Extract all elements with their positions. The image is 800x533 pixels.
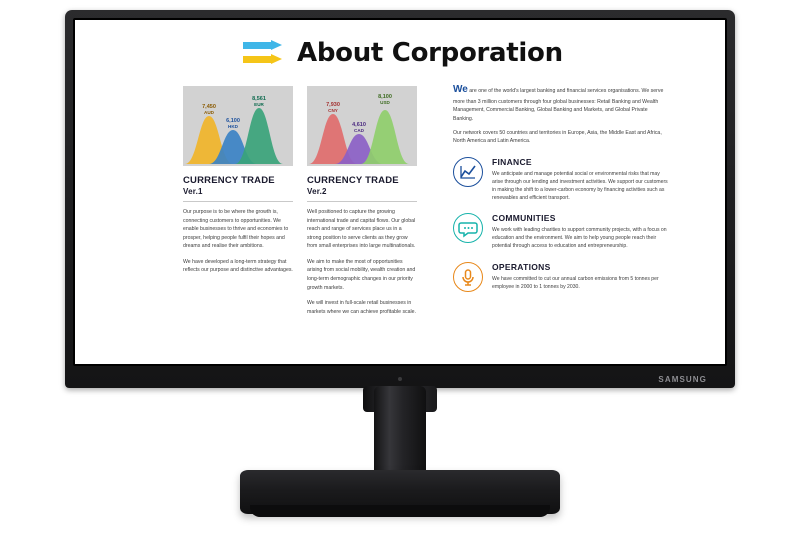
- feature-communities: [453, 213, 668, 250]
- chart-line-icon: [453, 157, 483, 187]
- feature-finance: [453, 157, 668, 203]
- right-column: [453, 82, 668, 292]
- intro-lead-word: We: [453, 84, 468, 95]
- currency-card-1: [183, 86, 293, 282]
- power-indicator-icon: [398, 377, 402, 381]
- slide-header: [243, 38, 563, 68]
- feature-operations: [453, 262, 668, 292]
- card-paragraph: Well positioned to capture the growing international trade and capital flows. Our global reach and range of services place us in a strong position to serve clients as they grow from small enterprises into large multinationals.: [307, 209, 416, 250]
- card-title-2: CURRENCY TRADE Ver.2: [307, 175, 399, 196]
- chart-label-2-2: 8,100 USD: [378, 94, 392, 106]
- currency-card-2: [307, 86, 417, 323]
- card-paragraph: Our purpose is to be where the growth is, connecting customers to opportunities. We enable businesses to thrive and economies to prosper, helping people fulfil their hopes and dreams and realise their ambitions.: [183, 209, 289, 250]
- feature-body: We anticipate and manage potential social or environmental risks that may arise through our lending and investment activities. We support our customers in making the shift to a lower-carbon economy by financing activities such as renewables and efficient transport.: [492, 170, 668, 201]
- chart-label-1-0: 7,450 AUD: [202, 104, 216, 116]
- card-title-1: CURRENCY TRADE Ver.1: [183, 175, 275, 196]
- arrow-bottom-icon: [243, 54, 285, 65]
- divider: [183, 201, 293, 202]
- feature-heading: OPERATIONS: [492, 261, 551, 272]
- stand-base-front: [250, 505, 550, 517]
- presentation-slide: [75, 20, 725, 364]
- monitor-brand-label: SAMSUNG: [658, 375, 707, 384]
- monitor: [65, 10, 735, 388]
- chart-label-1-2: 8,561 EUR: [252, 96, 266, 108]
- page-title: About Corporation: [297, 38, 563, 68]
- card-paragraph: We have developed a long-term strategy that reflects our purpose and distinctive advantages.: [183, 258, 293, 274]
- card-paragraph: We aim to make the most of opportunities arising from social mobility, wealth creation and long-term demographic changes in our priority growth markets.: [307, 258, 416, 291]
- chart-label-2-0: 7,930 CNY: [326, 102, 340, 114]
- feature-heading: COMMUNITIES: [492, 213, 556, 224]
- feature-body: We have committed to cut our annual carbon emissions from 5 tonnes per employee in 2000 to 1 tonnes by 2030.: [492, 275, 659, 290]
- intro-paragraph-1: We are one of the world's largest banking and financial services organisations. We serve more than 3 million customers through four global businesses: Retail Banking and Wealth Management, Commercial Banking, Global Banking and Markets, and Global Private Banking.: [453, 84, 664, 122]
- currency-chart-1: [183, 86, 293, 166]
- screen: [75, 20, 725, 364]
- card-paragraph: We will invest in full-scale retail businesses in markets where we can achieve profitable scale.: [307, 300, 416, 315]
- chart-label-2-1: 4,610 CAD: [352, 122, 366, 134]
- stand-neck: [374, 386, 426, 482]
- currency-chart-2: [307, 86, 417, 166]
- divider: [307, 201, 417, 202]
- feature-heading: FINANCE: [492, 156, 532, 167]
- arrow-top-icon: [243, 40, 285, 51]
- intro-paragraph-2: Our network covers 50 countries and territories in Europe, Asia, the Middle East and Africa, North America and Latin America.: [453, 129, 662, 145]
- double-arrow-icon: [243, 38, 287, 68]
- microphone-icon: [453, 262, 483, 292]
- chart-label-1-1: 6,100 HKD: [226, 118, 240, 130]
- chat-bubble-icon: [453, 213, 483, 243]
- feature-body: We work with leading charities to support community projects, with a focus on education and the environment. We aim to help young people reach their potential through access to education and entrepreneurship.: [492, 227, 667, 250]
